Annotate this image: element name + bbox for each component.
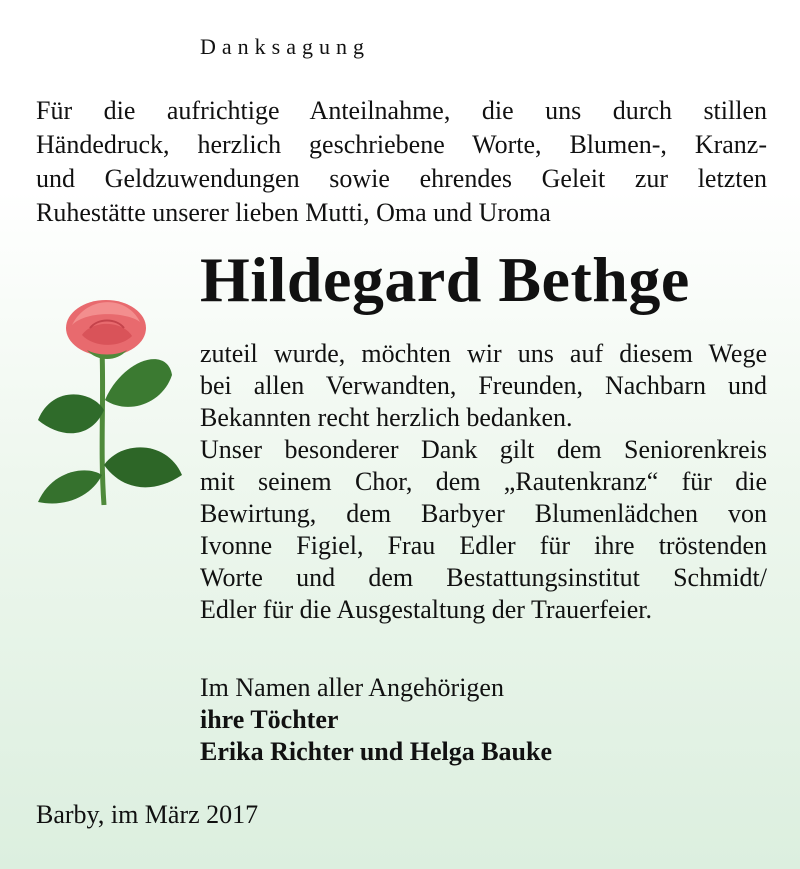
intro-line: Händedruck, herzlich geschriebene Worte, Blumen-, Kranz-	[36, 130, 767, 159]
intro-paragraph	[36, 94, 767, 230]
body-line: Edler für die Ausgestaltung der Trauerfeier.	[200, 595, 652, 624]
body-line: Worte und dem Bestattungsinstitut Schmidt/	[200, 563, 767, 592]
deceased-name: Hildegard Bethge	[200, 244, 690, 315]
signature-block	[200, 672, 552, 768]
signature-relation: ihre Töchter	[200, 705, 339, 734]
signature-intro: Im Namen aller Angehörigen	[200, 673, 504, 702]
rose-flower-icon	[32, 290, 187, 510]
place-date: Barby, im März 2017	[36, 800, 259, 829]
body-paragraph	[200, 338, 767, 626]
intro-line: Ruhestätte unserer lieben Mutti, Oma und Uroma	[36, 198, 551, 227]
body-line: Bekannten recht herzlich bedanken.	[200, 403, 573, 432]
body-line: Unser besonderer Dank gilt dem Seniorenkreis	[200, 435, 767, 464]
body-line: mit seinem Chor, dem „Rautenkranz“ für die	[200, 467, 767, 496]
intro-line: und Geldzuwendungen sowie ehrendes Geleit zur letzten	[36, 164, 767, 193]
heading: Danksagung	[200, 34, 370, 59]
signature-names: Erika Richter und Helga Bauke	[200, 737, 553, 766]
body-line: Bewirtung, dem Barbyer Blumenlädchen von	[200, 499, 767, 528]
body-line: Ivonne Figiel, Frau Edler für ihre tröstenden	[200, 531, 767, 560]
body-line: zuteil wurde, möchten wir uns auf diesem Wege	[200, 339, 767, 368]
body-line: bei allen Verwandten, Freunden, Nachbarn und	[200, 371, 767, 400]
intro-line: Für die aufrichtige Anteilnahme, die uns durch stillen	[36, 96, 767, 125]
